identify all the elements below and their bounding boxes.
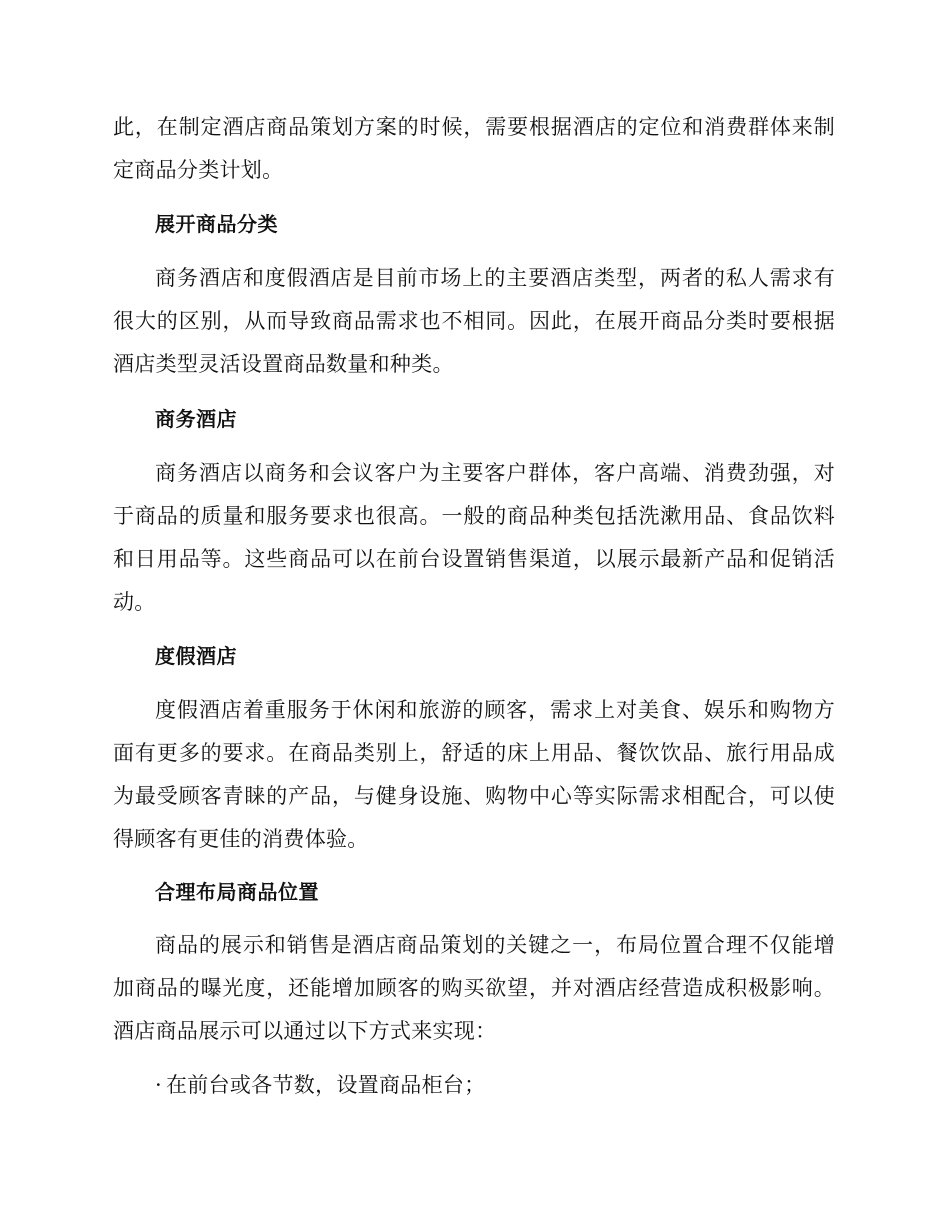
paragraph-intro-end: 此，在制定酒店商品策划方案的时候，需要根据酒店的定位和消费群体来制定商品分类计划。	[113, 115, 835, 182]
paragraph-product-classification: 商务酒店和度假酒店是目前市场上的主要酒店类型，两者的私人需求有很大的区别，从而导致商品需求也不相同。因此，在展开商品分类时要根据酒店类型灵活设置商品数量和种类。	[113, 266, 835, 376]
bullet-item-front-desk	[155, 1070, 485, 1100]
bullet-marker: ·	[155, 1073, 162, 1097]
bullet-item-text: 在前台或各节数，设置商品柜台；	[165, 1073, 486, 1097]
heading-resort-hotel: 度假酒店	[155, 644, 237, 668]
paragraph-resort-hotel: 度假酒店着重服务于休闲和旅游的顾客，需求上对美食、娱乐和购物方面有更多的要求。在商品类别上，舒适的床上用品、餐饮饮品、旅行用品成为最受顾客青睐的产品，与健身设施、购物中心等实际需求相配合，可以使得顾客有更佳的消费体验。	[113, 698, 835, 851]
paragraph-product-layout: 商品的展示和销售是酒店商品策划的关键之一，布局位置合理不仅能增加商品的曝光度，还能增加顾客的购买欲望，并对酒店经营造成积极影响。酒店商品展示可以通过以下方式来实现：	[113, 933, 835, 1043]
heading-business-hotel: 商务酒店	[155, 407, 237, 431]
heading-product-layout: 合理布局商品位置	[155, 880, 319, 904]
paragraph-business-hotel: 商务酒店以商务和会议客户为主要客户群体，客户高端、消费劲强，对于商品的质量和服务要求也很高。一般的商品种类包括洗漱用品、食品饮料和日用品等。这些商品可以在前台设置销售渠道，以展示最新产品和促销活动。	[113, 461, 835, 614]
heading-product-classification: 展开商品分类	[155, 212, 278, 236]
